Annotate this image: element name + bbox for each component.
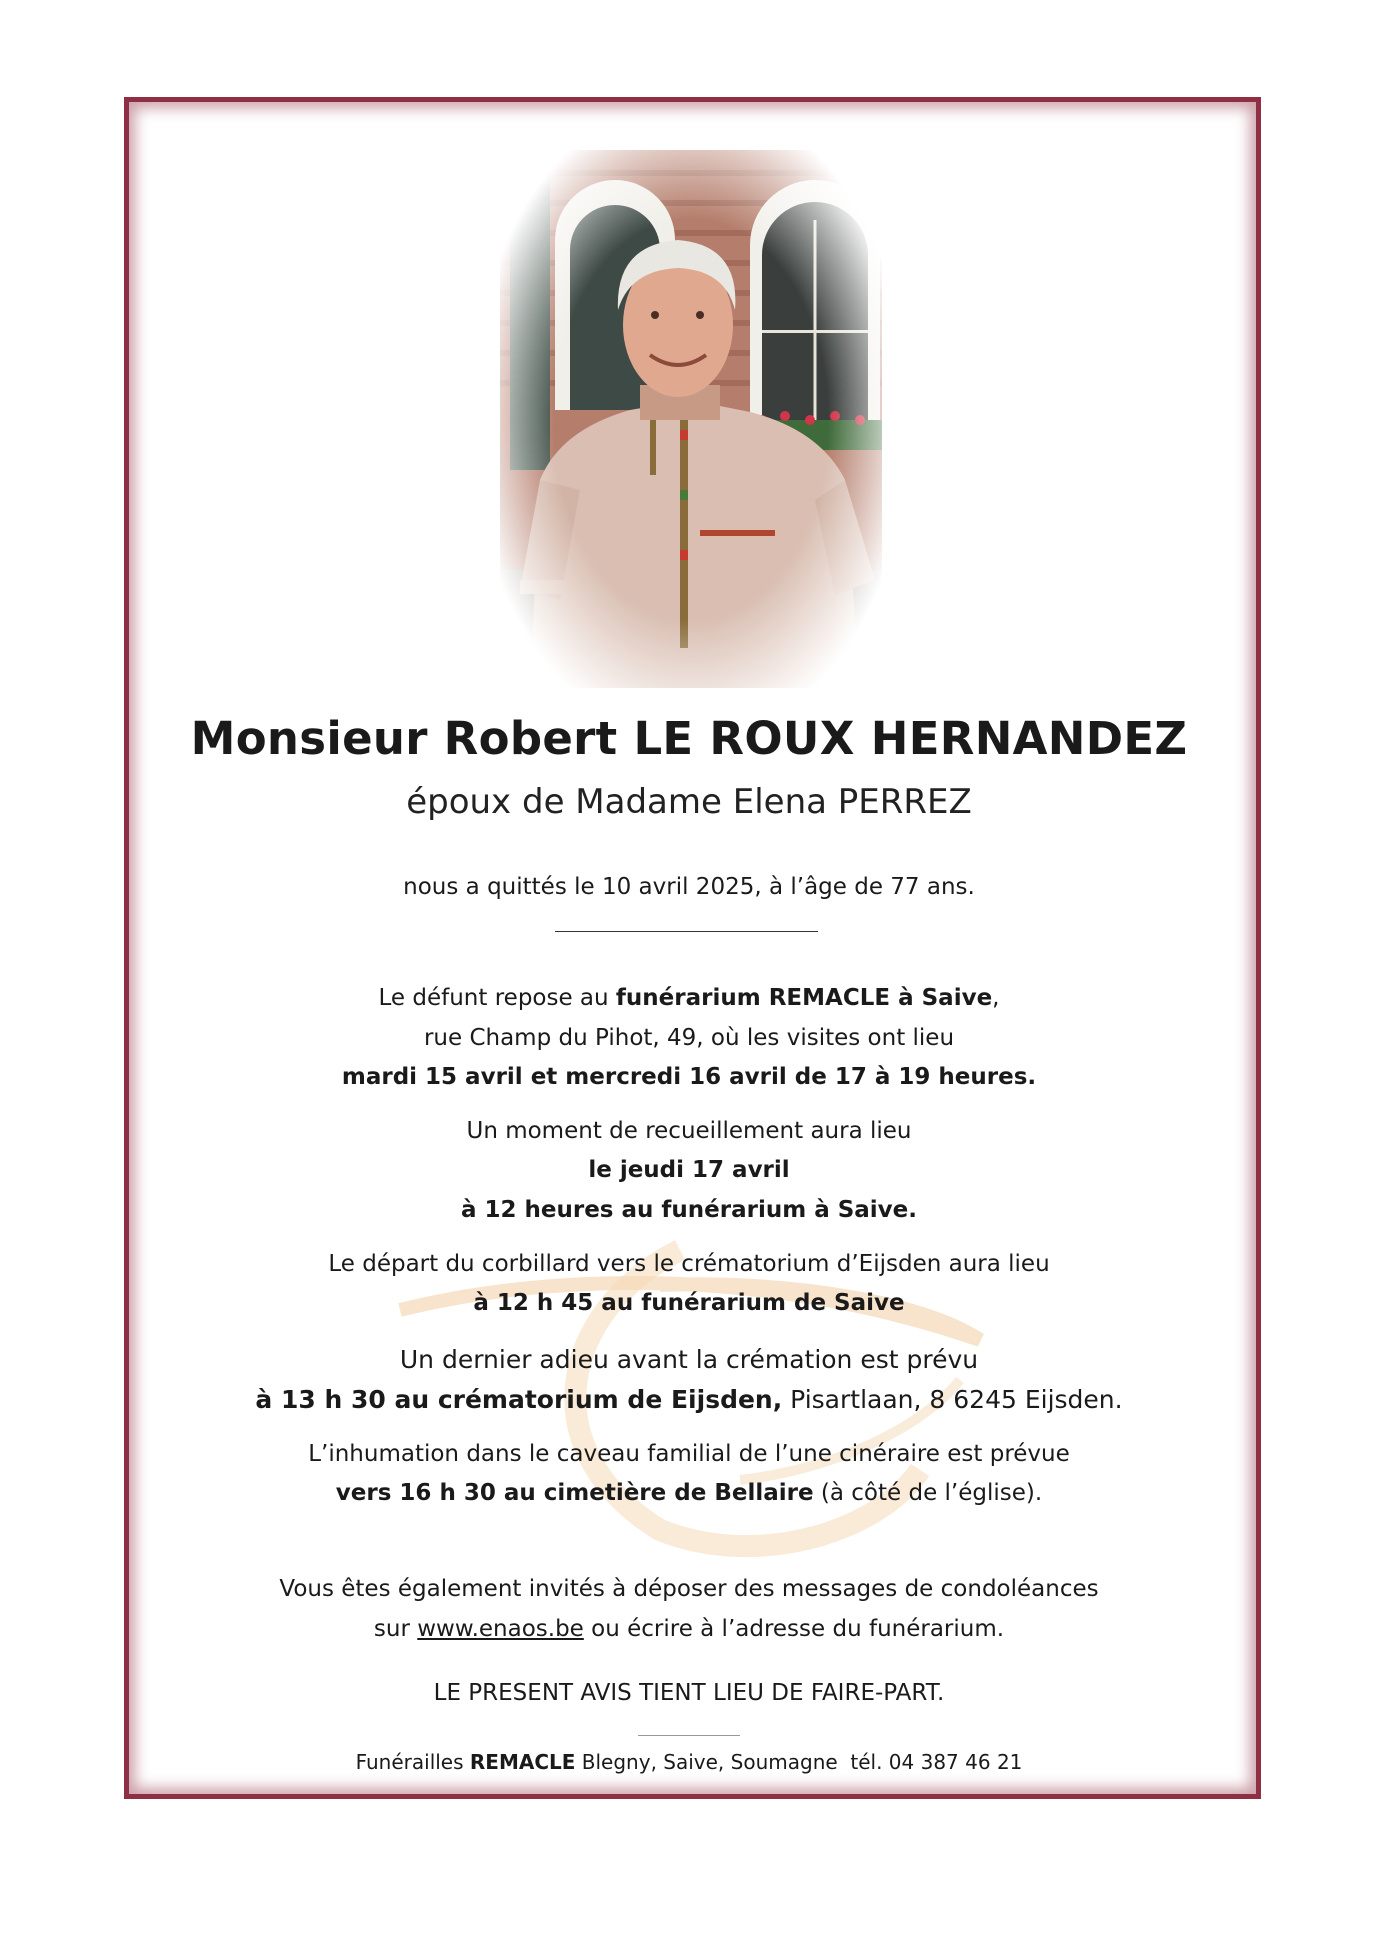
footer-line	[0, 1750, 1378, 1774]
visitation-address: rue Champ du Pihot, 49, où les visites ont lieu	[423, 1025, 955, 1051]
footer-contact: Blegny, Saive, Soumagne tél. 04 387 46 21	[575, 1750, 1023, 1774]
footer-prefix: Funérailles	[355, 1750, 470, 1774]
condolences-line-1: Vous êtes également invités à déposer des messages de condoléances	[279, 1576, 1099, 1602]
burial-location: (à côté de l’église).	[813, 1480, 1043, 1506]
cremation-line-1: Un dernier adieu avant la crémation est prévu	[399, 1345, 979, 1374]
spouse-line: époux de Madame Elena PERREZ	[406, 782, 972, 822]
notice-line: LE PRESENT AVIS TIENT LIEU DE FAIRE-PART.	[433, 1680, 945, 1706]
website-link[interactable]: www.enaos.be	[417, 1616, 584, 1642]
cremation-time: à 13 h 30 au crématorium de Eijsden,	[255, 1385, 783, 1414]
funeral-home-name: funérarium REMACLE à Saive	[615, 985, 993, 1011]
visitation-dates: mardi 15 avril et mercredi 16 avril de 17 à 19 heures.	[341, 1064, 1037, 1090]
divider-line	[555, 931, 818, 932]
cremation-line-2	[0, 1385, 1378, 1414]
burial-line-1: L’inhumation dans le caveau familial de l’une cinéraire est prévue	[308, 1441, 1070, 1467]
condolences-prefix: sur	[373, 1616, 418, 1642]
footer-brand: REMACLE	[469, 1750, 576, 1774]
departure-line-1: Le départ du corbillard vers le crématorium d’Eijsden aura lieu	[328, 1251, 1050, 1277]
visitation-line-1	[0, 985, 1378, 1011]
burial-time: vers 16 h 30 au cimetière de Bellaire	[335, 1480, 814, 1506]
cremation-address: Pisartlaan, 8 6245 Eijsden.	[782, 1385, 1123, 1414]
passing-line: nous a quittés le 10 avril 2025, à l’âge de 77 ans.	[403, 874, 975, 900]
visitation-comma: ,	[992, 985, 1000, 1011]
gathering-line-1: Un moment de recueillement aura lieu	[466, 1118, 912, 1144]
visitation-text: Le défunt repose au	[378, 985, 616, 1011]
gathering-time: à 12 heures au funérarium à Saive.	[460, 1197, 918, 1223]
condolences-suffix: ou écrire à l’adresse du funérarium.	[583, 1616, 1005, 1642]
burial-line-2	[0, 1480, 1378, 1506]
deceased-name: Monsieur Robert LE ROUX HERNANDEZ	[190, 712, 1188, 765]
footer-divider	[638, 1735, 740, 1736]
portrait-photo	[500, 150, 882, 688]
condolences-line-2	[0, 1616, 1378, 1642]
departure-time: à 12 h 45 au funérarium de Saive	[473, 1290, 905, 1316]
gathering-date: le jeudi 17 avril	[588, 1157, 790, 1183]
